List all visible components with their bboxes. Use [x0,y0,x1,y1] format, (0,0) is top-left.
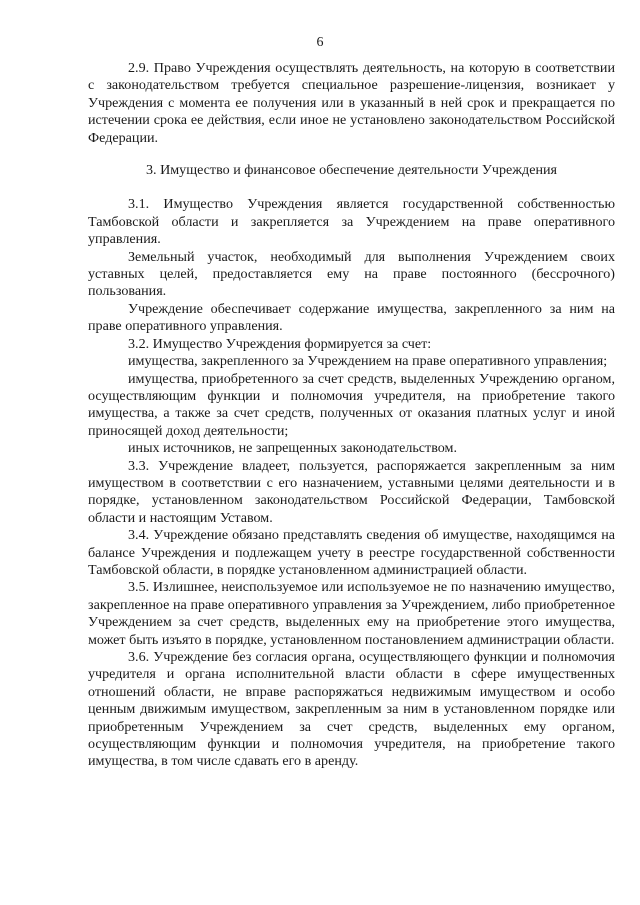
document-body [88,60,615,771]
paragraph-2-9: 2.9. Право Учреждения осуществлять деятельность, на которую в соответствии с законодательством требуется специальное разрешение-лицензия, возникает у Учреждения с момента ее получения или в указанный в ней срок и прекращается по истечении срока ее действия, если иное не установлено законодательством Российской Федерации. [88,60,615,146]
paragraph-3-3: 3.3. Учреждение владеет, пользуется, распоряжается закрепленным за ним имуществом в соответствии с его назначением, уставными целями деятельности и в порядке, установленном законодательством Российской Федерации, Тамбовской области и настоящим Уставом. [88,457,615,526]
paragraph-3-1-maintenance: Учреждение обеспечивает содержание имущества, закрепленного за ним на праве оперативного управления. [88,300,615,335]
page-number: 6 [316,35,324,50]
paragraph-3-4: 3.4. Учреждение обязано представлять сведения об имуществе, находящимся на балансе Учреждения и подлежащем учету в реестре государственной собственности Тамбовской области, в порядке установленном администрацией области. [88,527,615,578]
section-heading-3: 3. Имущество и финансовое обеспечение деятельности Учреждения [145,162,558,179]
paragraph-3-1-land: Земельный участок, необходимый для выполнения Учреждением своих уставных целей, предоставляется ему на праве постоянного (бессрочного) пользования. [88,248,615,300]
paragraph-3-2-item-a: имущества, закрепленного за Учреждением на праве оперативного управления; [128,353,608,370]
paragraph-3-5: 3.5. Излишнее, неиспользуемое или используемое не по назначению имущество, закрепленное на праве оперативного управления за Учреждением, либо приобретенное Учреждением за счет средств, выделенных ему на приобретение этого имущества, может быть изъято в порядке, установленном постановлением администрации области. [88,579,615,648]
paragraph-3-6: 3.6. Учреждение без согласия органа, осуществляющего функции и полномочия учредителя и органа исполнительной власти области в сфере имущественных отношений области, не вправе распоряжаться недвижимым имуществом и особо ценным движимым имуществом, закрепленным за ним в установленном порядке или приобретенным Учреждением за счет средств, выделенных ему органом, осуществляющим функции и полномочия учредителя, на приобретение такого имущества, в том числе сдавать его в аренду. [88,649,615,770]
paragraph-3-2-item-b: имущества, приобретенного за счет средств, выделенных Учреждению органом, осуществляющим функции и полномочия учредителя, на приобретение такого имущества, а также за счет средств, полученных от оказания платных услуг и иной приносящей доход деятельности; [88,370,615,439]
paragraph-3-1: 3.1. Имущество Учреждения является государственной собственностью Тамбовской области и закрепляется за Учреждением на праве оперативного управления. [88,196,615,248]
paragraph-3-2: 3.2. Имущество Учреждения формируется за счет: [128,335,432,352]
paragraph-3-2-item-c: иных источников, не запрещенных законодательством. [128,440,457,457]
